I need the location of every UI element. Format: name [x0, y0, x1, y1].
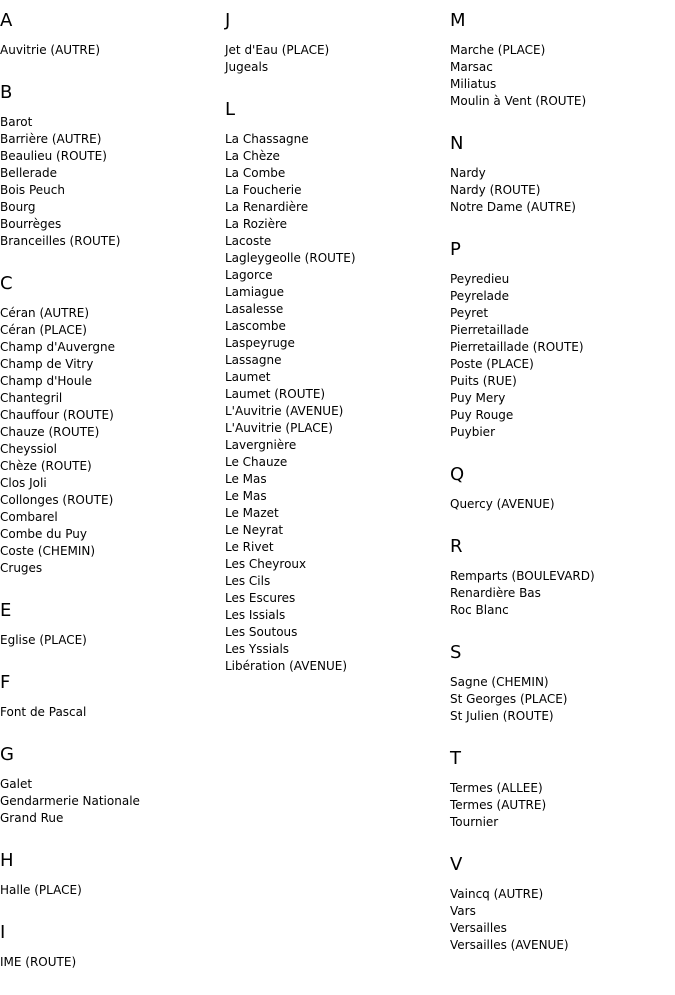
list-item [450, 920, 670, 937]
list-item [450, 339, 670, 356]
list-item [225, 386, 445, 403]
list-item [450, 42, 670, 59]
letter-heading: N [450, 133, 464, 154]
street-link[interactable]: Jugeals [225, 60, 269, 74]
list-item [0, 114, 220, 131]
street-link[interactable]: Le Neyrat [225, 523, 284, 537]
street-link[interactable]: IME (ROUTE) [0, 955, 77, 969]
street-link[interactable]: Branceilles (ROUTE) [0, 234, 121, 248]
street-link[interactable]: Moulin à Vent (ROUTE) [450, 94, 587, 108]
street-link[interactable]: Puits (RUE) [450, 374, 517, 388]
street-link[interactable]: Le Mazet [225, 506, 279, 520]
list-item [450, 76, 670, 93]
street-list [0, 776, 220, 827]
list-item [450, 496, 670, 513]
letter-group [450, 854, 670, 954]
street-link[interactable]: Marsac [450, 60, 493, 74]
list-item [0, 42, 220, 59]
letter-group [0, 10, 220, 59]
list-item [450, 424, 670, 441]
street-list [450, 674, 670, 725]
list-item [0, 543, 220, 560]
street-link[interactable]: Versailles (AVENUE) [450, 938, 569, 952]
street-list [450, 780, 670, 831]
list-item [225, 148, 445, 165]
letter-group [450, 133, 670, 216]
letter-heading: J [225, 10, 231, 31]
street-index-column-1 [0, 10, 220, 994]
list-item [450, 288, 670, 305]
list-item [0, 424, 220, 441]
list-item [0, 458, 220, 475]
street-list [0, 704, 220, 721]
street-list [450, 496, 670, 513]
street-link[interactable]: Lagleygeolle (ROUTE) [225, 251, 356, 265]
list-item [225, 403, 445, 420]
list-item [225, 59, 445, 76]
street-link[interactable]: Lamiague [225, 285, 285, 299]
street-link[interactable]: Bellerade [0, 166, 57, 180]
street-link[interactable]: Pierretaillade [450, 323, 529, 337]
list-item [225, 437, 445, 454]
list-item [225, 573, 445, 590]
street-link[interactable]: La Rozière [225, 217, 288, 231]
street-link[interactable]: L'Auvitrie (PLACE) [225, 421, 333, 435]
list-item [225, 522, 445, 539]
street-list [450, 271, 670, 441]
street-list [0, 305, 220, 577]
street-link[interactable]: La Chèze [225, 149, 280, 163]
list-item [225, 505, 445, 522]
street-link[interactable]: Les Cheyroux [225, 557, 307, 571]
street-link[interactable]: Laumet (ROUTE) [225, 387, 326, 401]
street-link[interactable]: Peyret [450, 306, 489, 320]
list-item [0, 233, 220, 250]
street-link[interactable]: Gendarmerie Nationale [0, 794, 140, 808]
letter-heading: R [450, 536, 463, 557]
street-index-column-3 [450, 10, 670, 977]
letter-group [0, 600, 220, 649]
street-link[interactable]: Lascombe [225, 319, 286, 333]
list-item [225, 335, 445, 352]
letter-heading: T [450, 748, 461, 769]
letter-heading: F [0, 672, 11, 693]
list-item [450, 937, 670, 954]
street-link[interactable]: Grand Rue [0, 811, 64, 825]
list-item [225, 369, 445, 386]
list-item [225, 233, 445, 250]
street-link[interactable]: Céran (AUTRE) [0, 306, 90, 320]
street-link[interactable]: St Georges (PLACE) [450, 692, 568, 706]
street-link[interactable]: Remparts (BOULEVARD) [450, 569, 595, 583]
list-item [0, 199, 220, 216]
list-item [225, 182, 445, 199]
list-item [450, 903, 670, 920]
list-item [0, 776, 220, 793]
list-item [450, 407, 670, 424]
letter-heading: G [0, 744, 14, 765]
list-item [450, 691, 670, 708]
street-link[interactable]: Lagorce [225, 268, 273, 282]
letter-heading: E [0, 600, 12, 621]
list-item [225, 42, 445, 59]
street-link[interactable]: Céran (PLACE) [0, 323, 87, 337]
street-link[interactable]: Puy Rouge [450, 408, 514, 422]
list-item [450, 585, 670, 602]
list-item [450, 674, 670, 691]
list-item [450, 322, 670, 339]
list-item [0, 704, 220, 721]
list-item [225, 607, 445, 624]
street-link[interactable]: Versailles [450, 921, 507, 935]
letter-heading: V [450, 854, 463, 875]
list-item [225, 301, 445, 318]
list-item [450, 182, 670, 199]
street-link[interactable]: Tournier [450, 815, 499, 829]
list-item [450, 568, 670, 585]
list-item [450, 165, 670, 182]
list-item [0, 322, 220, 339]
street-link[interactable]: Champ de Vitry [0, 357, 94, 371]
list-item [450, 780, 670, 797]
street-link[interactable]: Barot [0, 115, 33, 129]
street-list [225, 42, 445, 76]
street-list [0, 114, 220, 250]
letter-group [450, 642, 670, 725]
street-link[interactable]: Lassagne [225, 353, 282, 367]
street-link[interactable]: Miliatus [450, 77, 497, 91]
list-item [0, 810, 220, 827]
list-item [0, 390, 220, 407]
street-link[interactable]: Bois Peuch [0, 183, 65, 197]
letter-group [0, 922, 220, 971]
street-link[interactable]: Beaulieu (ROUTE) [0, 149, 107, 163]
list-item [225, 590, 445, 607]
street-link[interactable]: Puybier [450, 425, 495, 439]
letter-heading: A [0, 10, 13, 31]
list-item [225, 199, 445, 216]
list-item [225, 556, 445, 573]
list-item [0, 148, 220, 165]
street-link[interactable]: La Chassagne [225, 132, 309, 146]
letter-heading: I [0, 922, 6, 943]
list-item [0, 182, 220, 199]
street-list [450, 42, 670, 110]
letter-heading: S [450, 642, 462, 663]
street-list [225, 131, 445, 675]
street-link[interactable]: Champ d'Auvergne [0, 340, 116, 354]
street-link[interactable]: Laspeyruge [225, 336, 295, 350]
list-item [225, 267, 445, 284]
letter-group [450, 536, 670, 619]
list-item [225, 641, 445, 658]
list-item [225, 488, 445, 505]
street-link[interactable]: Le Rivet [225, 540, 274, 554]
street-link[interactable]: La Combe [225, 166, 286, 180]
list-item [0, 216, 220, 233]
list-item [450, 271, 670, 288]
list-item [0, 492, 220, 509]
street-link[interactable]: Les Soutous [225, 625, 298, 639]
list-item [450, 708, 670, 725]
street-link[interactable]: Nardy [450, 166, 486, 180]
street-link[interactable]: Chauze (ROUTE) [0, 425, 100, 439]
street-link[interactable]: Barrière (AUTRE) [0, 132, 102, 146]
street-list [450, 165, 670, 216]
list-item [450, 305, 670, 322]
letter-group [450, 10, 670, 110]
street-link[interactable]: Les Cils [225, 574, 271, 588]
street-link[interactable]: Puy Mery [450, 391, 506, 405]
street-link[interactable]: Jet d'Eau (PLACE) [225, 43, 330, 57]
letter-heading: B [0, 82, 13, 103]
street-link[interactable]: Pierretaillade (ROUTE) [450, 340, 584, 354]
list-item [225, 318, 445, 335]
street-link[interactable]: Combe du Puy [0, 527, 87, 541]
street-link[interactable]: Libération (AVENUE) [225, 659, 348, 673]
street-link[interactable]: Eglise (PLACE) [0, 633, 87, 647]
list-item [450, 797, 670, 814]
list-item [0, 954, 220, 971]
list-item [0, 526, 220, 543]
letter-group [0, 850, 220, 899]
list-item [0, 305, 220, 322]
letter-heading: H [0, 850, 14, 871]
letter-group [225, 99, 445, 675]
street-link[interactable]: Lacoste [225, 234, 272, 248]
street-link[interactable]: Le Mas [225, 489, 267, 503]
street-link[interactable]: Collonges (ROUTE) [0, 493, 114, 507]
letter-heading: C [0, 273, 13, 294]
street-link[interactable]: Font de Pascal [0, 705, 87, 719]
list-item [450, 356, 670, 373]
street-link[interactable]: Peyrelade [450, 289, 510, 303]
list-item [225, 131, 445, 148]
list-item [450, 373, 670, 390]
list-item [0, 339, 220, 356]
list-item [225, 165, 445, 182]
list-item [225, 216, 445, 233]
street-link[interactable]: Renardière Bas [450, 586, 541, 600]
street-link[interactable]: Coste (CHEMIN) [0, 544, 96, 558]
list-item [0, 441, 220, 458]
list-item [225, 352, 445, 369]
street-link[interactable]: Chèze (ROUTE) [0, 459, 92, 473]
street-link[interactable]: La Foucherie [225, 183, 302, 197]
street-link[interactable]: Cruges [0, 561, 43, 575]
letter-group [0, 273, 220, 577]
list-item [0, 407, 220, 424]
list-item [225, 284, 445, 301]
street-list [0, 42, 220, 59]
list-item [0, 560, 220, 577]
street-list [0, 632, 220, 649]
street-list [450, 568, 670, 619]
list-item [450, 602, 670, 619]
letter-heading: L [225, 99, 236, 120]
list-item [450, 59, 670, 76]
street-link[interactable]: Champ d'Houle [0, 374, 93, 388]
letter-group [0, 82, 220, 250]
street-link[interactable]: Vars [450, 904, 476, 918]
street-link[interactable]: Roc Blanc [450, 603, 509, 617]
letter-group [0, 744, 220, 827]
letter-group [450, 239, 670, 441]
street-link[interactable]: Clos Joli [0, 476, 47, 490]
letter-heading: M [450, 10, 466, 31]
list-item [0, 356, 220, 373]
street-link[interactable]: Les Issials [225, 608, 286, 622]
street-link[interactable]: Bourg [0, 200, 36, 214]
street-link[interactable]: Lasalesse [225, 302, 284, 316]
letter-heading: P [450, 239, 461, 260]
list-item [450, 93, 670, 110]
list-item [0, 882, 220, 899]
letter-group [0, 672, 220, 721]
list-item [0, 373, 220, 390]
street-link[interactable]: Cheyssiol [0, 442, 57, 456]
list-item [0, 509, 220, 526]
street-link[interactable]: Sagne (CHEMIN) [450, 675, 549, 689]
list-item [0, 131, 220, 148]
street-link[interactable]: Le Mas [225, 472, 267, 486]
street-link[interactable]: Poste (PLACE) [450, 357, 534, 371]
street-link[interactable]: Notre Dame (AUTRE) [450, 200, 576, 214]
list-item [0, 793, 220, 810]
street-link[interactable]: Galet [0, 777, 33, 791]
street-link[interactable]: Halle (PLACE) [0, 883, 82, 897]
street-link[interactable]: Les Yssials [225, 642, 290, 656]
letter-heading: Q [450, 464, 465, 485]
street-link[interactable]: Laumet [225, 370, 271, 384]
list-item [450, 814, 670, 831]
list-item [225, 471, 445, 488]
street-link[interactable]: St Julien (ROUTE) [450, 709, 554, 723]
list-item [450, 390, 670, 407]
street-link[interactable]: Termes (ALLEE) [450, 781, 543, 795]
street-link[interactable]: Chauffour (ROUTE) [0, 408, 114, 422]
street-link[interactable]: Auvitrie (AUTRE) [0, 43, 101, 57]
list-item [225, 420, 445, 437]
street-link[interactable]: Peyredieu [450, 272, 510, 286]
street-link[interactable]: Lavergnière [225, 438, 297, 452]
letter-group [225, 10, 445, 76]
street-list [450, 886, 670, 954]
list-item [225, 250, 445, 267]
street-list [0, 882, 220, 899]
list-item [225, 454, 445, 471]
street-link[interactable]: Nardy (ROUTE) [450, 183, 541, 197]
street-link[interactable]: Bourrèges [0, 217, 62, 231]
street-link[interactable]: La Renardière [225, 200, 309, 214]
street-index-column-2 [225, 10, 445, 698]
street-link[interactable]: Quercy (AVENUE) [450, 497, 555, 511]
street-list [0, 954, 220, 971]
street-link[interactable]: Les Escures [225, 591, 296, 605]
street-link[interactable]: Le Chauze [225, 455, 288, 469]
letter-group [450, 464, 670, 513]
list-item [450, 199, 670, 216]
list-item [0, 475, 220, 492]
list-item [0, 165, 220, 182]
street-link[interactable]: L'Auvitrie (AVENUE) [225, 404, 344, 418]
list-item [225, 539, 445, 556]
list-item [225, 624, 445, 641]
street-link[interactable]: Marche (PLACE) [450, 43, 546, 57]
list-item [225, 658, 445, 675]
list-item [450, 886, 670, 903]
street-link[interactable]: Combarel [0, 510, 58, 524]
letter-group [450, 748, 670, 831]
street-link[interactable]: Termes (AUTRE) [450, 798, 547, 812]
street-link[interactable]: Chantegril [0, 391, 63, 405]
street-link[interactable]: Vaincq (AUTRE) [450, 887, 544, 901]
list-item [0, 632, 220, 649]
